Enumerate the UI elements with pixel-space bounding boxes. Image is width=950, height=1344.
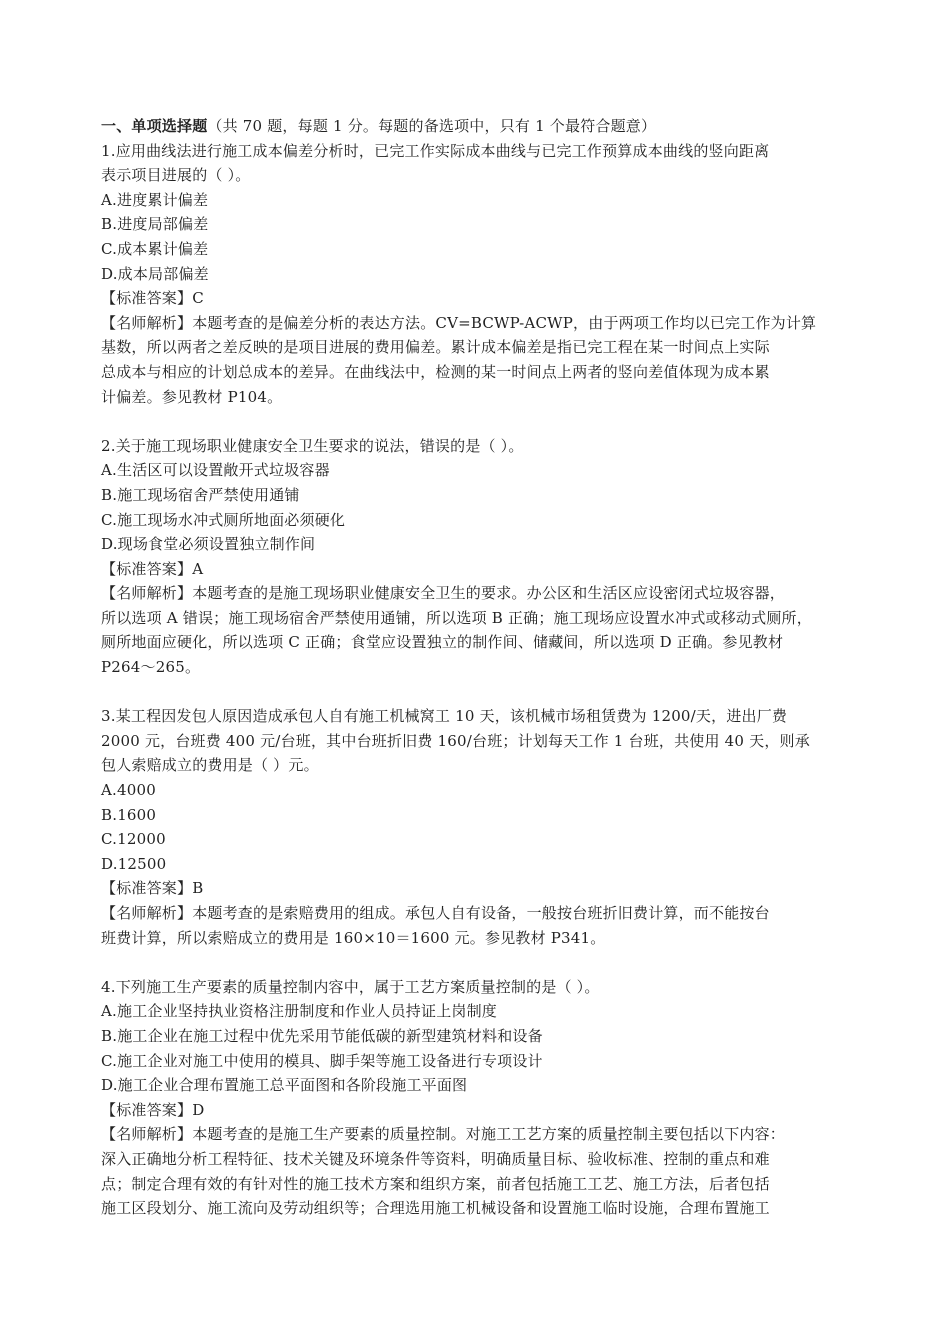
analysis-label: 【名师解析】 <box>101 1125 193 1144</box>
analysis-text: 本题考查的是偏差分析的表达方法。CV=BCWP-ACWP，由于两项工作均以已完工作为计算 <box>192 313 817 332</box>
question-3 <box>101 704 871 950</box>
analysis-line: P264～265。 <box>101 658 201 677</box>
question-stem-line: 3.某工程因发包人原因造成承包人自有施工机械窝工 10 天，该机械市场租赁费为 1200/天，进出厂费 <box>101 707 788 726</box>
question-stem-line: 4.下列施工生产要素的质量控制内容中，属于工艺方案质量控制的是（ ）。 <box>101 977 600 996</box>
spacer <box>101 409 871 434</box>
analysis-line: 所以选项 A 错误；施工现场宿舍严禁使用通铺，所以选项 B 正确；施工现场应设置水冲式或移动式厕所， <box>101 608 812 627</box>
option-d: D.现场食堂必须设置独立制作间 <box>101 535 316 554</box>
analysis-line: 计偏差。参见教材 P104。 <box>101 387 283 406</box>
answer-label: 【标准答案】 <box>101 1100 193 1119</box>
analysis-text: 本题考查的是索赔费用的组成。承包人自有设备，一般按台班折旧费计算，而不能按台 <box>192 904 770 922</box>
answer-line <box>101 557 871 582</box>
option-a: A.进度累计偏差 <box>101 190 209 209</box>
question-4 <box>101 975 871 1221</box>
analysis-line <box>101 901 871 926</box>
analysis-line <box>101 311 871 336</box>
analysis-text: 本题考查的是施工现场职业健康安全卫生的要求。办公区和生活区应设密闭式垃圾容器， <box>192 584 786 603</box>
analysis-line: 班费计算，所以索赔成立的费用是 160×10＝1600 元。参见教材 P341。 <box>101 928 606 947</box>
section-title: 一、单项选择题 <box>101 117 208 135</box>
option-d: D.成本局部偏差 <box>101 264 209 283</box>
spacer <box>101 680 871 705</box>
analysis-line: 深入正确地分析工程特征、技术关键及环境条件等资料，明确质量目标、验收标准、控制的重点和难 <box>101 1149 770 1168</box>
question-stem-line: 表示项目进展的（ ）。 <box>101 166 251 185</box>
option-c: C.施工企业对施工中使用的模具、脚手架等施工设备进行专项设计 <box>101 1051 543 1070</box>
answer-line <box>101 286 871 311</box>
question-stem-line: 包人索赔成立的费用是（ ）元。 <box>101 756 319 775</box>
answer-label: 【标准答案】 <box>101 879 193 898</box>
answer-line <box>101 876 871 901</box>
analysis-line: 厕所地面应硬化，所以选项 C 正确；食堂应设置独立的制作间、储藏间，所以选项 D 正确。参见教材 <box>101 633 784 652</box>
question-1 <box>101 139 871 410</box>
analysis-line: 施工区段划分、施工流向及劳动组织等；合理选用施工机械设备和设置施工临时设施，合理布置施工 <box>101 1199 770 1218</box>
option-b: B.1600 <box>101 805 157 824</box>
document-page <box>101 114 871 1221</box>
analysis-label: 【名师解析】 <box>101 904 193 922</box>
option-d: D.施工企业合理布置施工总平面图和各阶段施工平面图 <box>101 1076 468 1095</box>
question-stem-line: 2.关于施工现场职业健康安全卫生要求的说法，错误的是（ ）。 <box>101 436 524 455</box>
option-b: B.施工企业在施工过程中优先采用节能低碳的新型建筑材料和设备 <box>101 1026 543 1045</box>
analysis-line: 总成本与相应的计划总成本的差异。在曲线法中，检测的某一时间点上两者的竖向差值体现为成本累 <box>101 362 770 381</box>
analysis-line: 基数，所以两者之差反映的是项目进展的费用偏差。累计成本偏差是指已完工程在某一时间点上实际 <box>101 338 770 357</box>
answer-value: D <box>192 1100 205 1119</box>
answer-value: C <box>192 289 204 308</box>
question-stem-line: 1.应用曲线法进行施工成本偏差分析时，已完工作实际成本曲线与已完工作预算成本曲线的竖向距离 <box>101 141 770 160</box>
answer-label: 【标准答案】 <box>101 559 193 578</box>
question-2 <box>101 434 871 680</box>
option-c: C.施工现场水冲式厕所地面必须硬化 <box>101 510 346 529</box>
option-b: B.施工现场宿舍严禁使用通铺 <box>101 485 300 504</box>
answer-line <box>101 1098 871 1123</box>
section-note: （共 70 题，每题 1 分。每题的备选项中，只有 1 个最符合题意） <box>207 117 657 135</box>
spacer <box>101 950 871 975</box>
analysis-text: 本题考查的是施工生产要素的质量控制。对施工工艺方案的质量控制主要包括以下内容： <box>192 1125 786 1144</box>
analysis-label: 【名师解析】 <box>101 584 193 603</box>
option-a: A.施工企业坚持执业资格注册制度和作业人员持证上岗制度 <box>101 1002 498 1021</box>
answer-label: 【标准答案】 <box>101 289 193 308</box>
answer-value: B <box>192 879 204 898</box>
analysis-label: 【名师解析】 <box>101 313 193 332</box>
option-a: A.4000 <box>101 781 156 800</box>
option-c: C.12000 <box>101 830 166 849</box>
answer-value: A <box>192 559 204 578</box>
analysis-line <box>101 1122 871 1147</box>
option-a: A.生活区可以设置敞开式垃圾容器 <box>101 461 330 480</box>
option-b: B.进度局部偏差 <box>101 215 209 234</box>
analysis-line <box>101 581 871 606</box>
option-d: D.12500 <box>101 854 167 873</box>
question-stem-line: 2000 元，台班费 400 元/台班，其中台班折旧费 160/台班；计划每天工作 1 台班，共使用 40 天，则承 <box>101 731 810 750</box>
section-heading <box>101 114 871 139</box>
analysis-line: 点；制定合理有效的有针对性的施工技术方案和组织方案，前者包括施工工艺、施工方法，后者包括 <box>101 1174 770 1193</box>
option-c: C.成本累计偏差 <box>101 239 209 258</box>
